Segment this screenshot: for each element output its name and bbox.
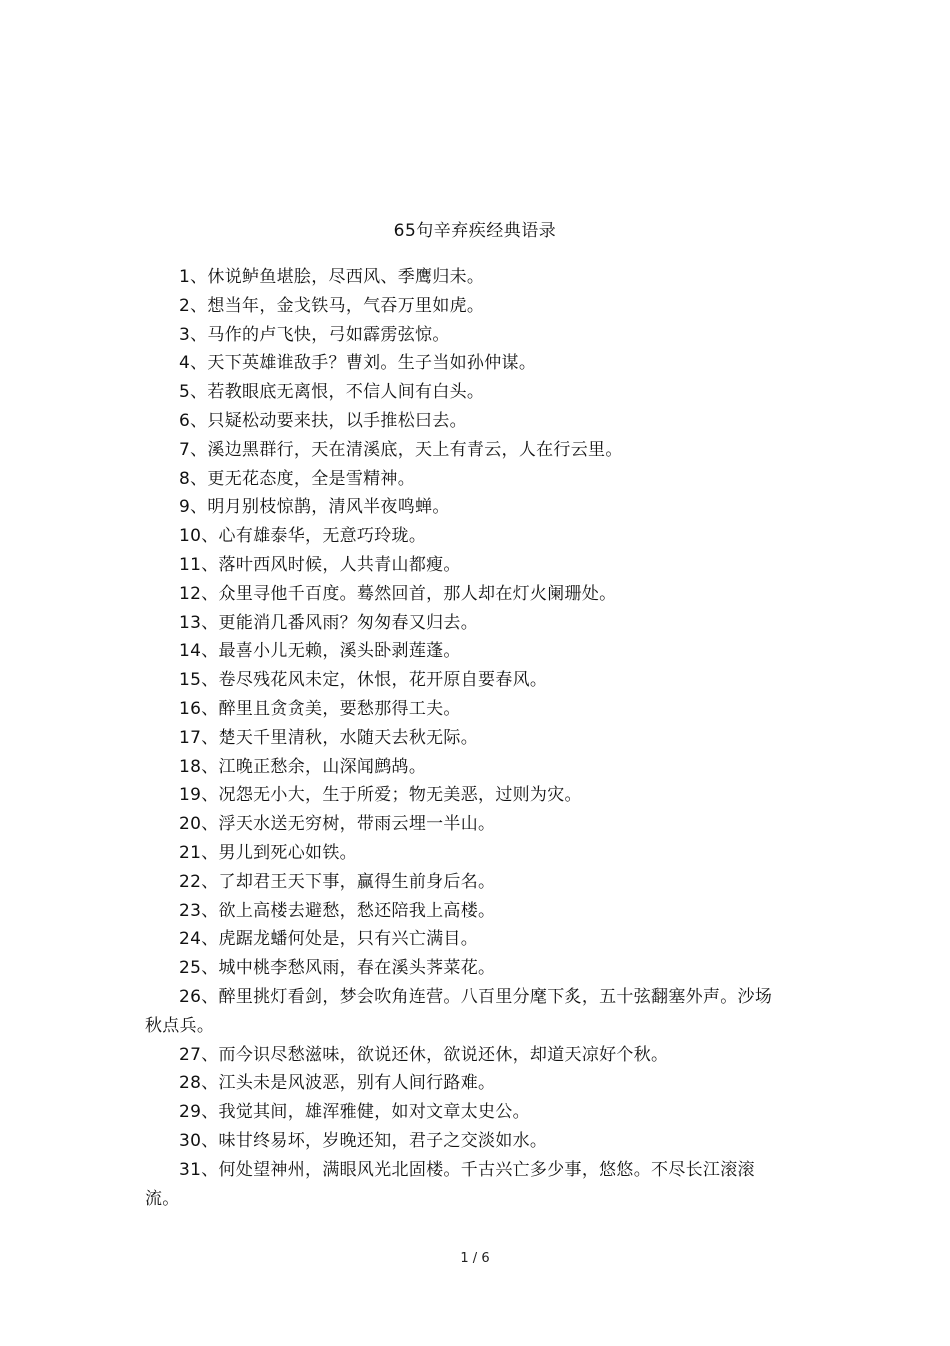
quote-item: 15、卷尽残花风未定，休恨，花开原自要春风。 [179, 670, 548, 691]
quote-item: 31、何处望神州，满眼风光北固楼。千古兴亡多少事，悠悠。不尽长江滚滚流。 [145, 1159, 755, 1209]
quote-item: 28、江头未是风波恶，别有人间行路难。 [179, 1073, 496, 1094]
quote-item: 4、天下英雄谁敌手？曹刘。生子当如孙仲谋。 [179, 353, 537, 374]
quote-item: 11、落叶西风时候，人共青山都瘦。 [179, 554, 461, 575]
quote-item: 26、醉里挑灯看剑，梦会吹角连营。八百里分麾下炙，五十弦翻塞外声。沙场秋点兵。 [145, 986, 773, 1036]
quote-item: 9、明月别枝惊鹊，清风半夜鸣蝉。 [179, 497, 450, 518]
quote-item: 23、欲上高楼去避愁，愁还陪我上高楼。 [179, 900, 496, 921]
quote-item: 1、休说鲈鱼堪脍，尽西风、季鹰归未。 [179, 267, 485, 287]
quote-item: 30、味甘终易坏，岁晚还知，君子之交淡如水。 [179, 1130, 548, 1151]
quote-item: 7、溪边黑群行，天在清溪底，天上有青云，人在行云里。 [179, 439, 623, 460]
quote-item: 17、楚天千里清秋，水随天去秋无际。 [179, 727, 479, 748]
quote-item: 3、马作的卢飞快，弓如霹雳弦惊。 [179, 324, 450, 345]
quote-item: 27、而今识尽愁滋味，欲说还休，欲说还休，却道天凉好个秋。 [179, 1044, 669, 1065]
quote-item: 24、虎踞龙蟠何处是，只有兴亡满目。 [179, 929, 479, 950]
quote-item: 18、江晚正愁余，山深闻鹧鸪。 [179, 756, 427, 777]
quote-item: 8、更无花态度，全是雪精神。 [179, 468, 416, 489]
quote-item: 13、更能消几番风雨？匆匆春又归去。 [179, 612, 479, 633]
quote-item: 22、了却君王天下事，赢得生前身后名。 [179, 871, 496, 892]
quote-item: 21、男儿到死心如铁。 [179, 842, 357, 863]
quote-item: 25、城中桃李愁风雨，春在溪头荠菜花。 [179, 958, 496, 979]
quote-item: 19、况怨无小大，生于所爱；物无美恶，过则为灾。 [179, 785, 582, 806]
quote-list [145, 263, 785, 1213]
quote-item: 2、想当年，金戈铁马，气吞万里如虎。 [179, 295, 485, 316]
document-title: 65句辛弃疾经典语录 [393, 221, 557, 241]
quote-item: 10、心有雄泰华，无意巧玲珑。 [179, 526, 427, 547]
quote-item: 5、若教眼底无离恨，不信人间有白头。 [179, 382, 485, 403]
quote-item: 12、众里寻他千百度。蓦然回首，那人却在灯火阑珊处。 [179, 583, 617, 604]
page-number: 1 / 6 [460, 1251, 490, 1266]
quote-item: 29、我觉其间，雄浑雅健，如对文章太史公。 [179, 1102, 530, 1123]
quote-item: 20、浮天水送无穷树，带雨云埋一半山。 [179, 814, 496, 835]
quote-item: 16、醉里且贪贪美，要愁那得工夫。 [179, 698, 461, 719]
quote-item: 14、最喜小儿无赖，溪头卧剥莲蓬。 [179, 641, 461, 662]
quote-item: 6、只疑松动要来扶，以手推松曰去。 [179, 410, 467, 431]
